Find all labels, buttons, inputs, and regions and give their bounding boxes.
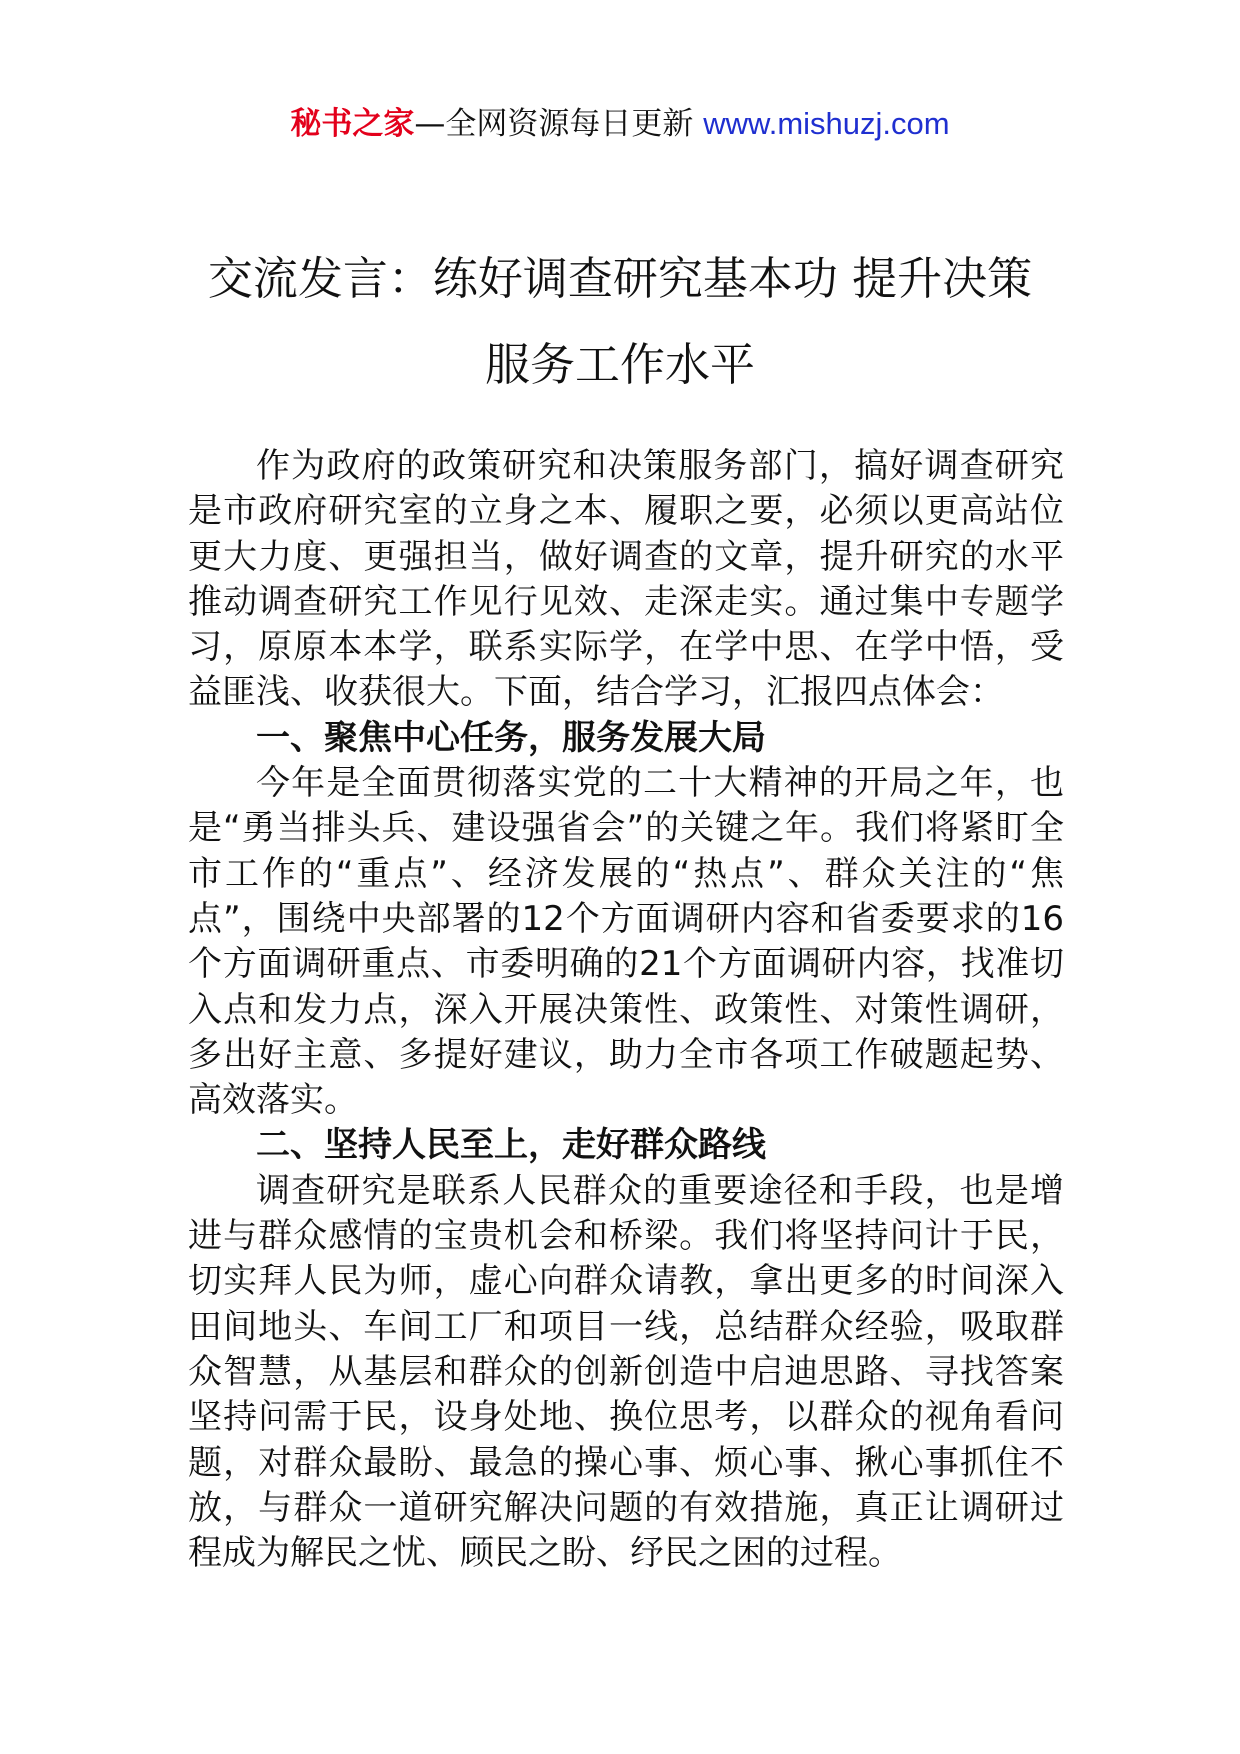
section-2-heading: 二、坚持人民至上，走好群众路线 (256, 1125, 766, 1166)
header-tagline: —全网资源每日更新 (414, 106, 704, 142)
intro-paragraph: 作为政府的政策研究和决策服务部门，搞好调查研究是市政府研究室的立身之本、履职之要，必须以更高站位更大力度、更强担当，做好调查的文章，提升研究的水平推动调查研究工作见行见效、走深走实。通过集中专题学习，原原本本学，联系实际学，在学中思、在学中悟，受益匪浅、收获很大。下面，结合学习，汇报四点体会： (188, 446, 1064, 713)
site-url-link[interactable]: www.mishuzj.com (703, 106, 950, 141)
title-line-1: 交流发言：练好调查研究基本功 提升决策 (207, 252, 1033, 305)
section-1-heading: 一、聚焦中心任务，服务发展大局 (256, 717, 766, 758)
header-banner (0, 104, 1240, 144)
section-1-paragraph: 今年是全面贯彻落实党的二十大精神的开局之年，也是“勇当排头兵、建设强省会”的关键之年。我们将紧盯全市工作的“重点”、经济发展的“热点”、群众关注的“焦点”，围绕中央部署的12个方面调研内容和省委要求的16个方面调研重点、市委明确的21个方面调研内容，找准切入点和发力点，深入开展决策性、政策性、对策性调研，多出好主意、多提好建议，助力全市各项工作破题起势、高效落实。 (188, 763, 1064, 1121)
brand-name: 秘书之家 (290, 106, 415, 142)
document-body (188, 444, 1064, 1576)
title-line-2: 服务工作水平 (484, 338, 755, 391)
section-2-paragraph: 调查研究是联系人民群众的重要途径和手段，也是增进与群众感情的宝贵机会和桥梁。我们将坚持问计于民，切实拜人民为师，虚心向群众请教，拿出更多的时间深入田间地头、车间工厂和项目一线，总结群众经验，吸取群众智慧，从基层和群众的创新创造中启迪思路、寻找答案坚持问需于民，设身处地、换位思考，以群众的视角看问题，对群众最盼、最急的操心事、烦心事、揪心事抓住不放，与群众一道研究解决问题的有效措施，真正让调研过程成为解民之忧、顾民之盼、纾民之困的过程。 (188, 1170, 1064, 1574)
document-title (180, 236, 1060, 408)
